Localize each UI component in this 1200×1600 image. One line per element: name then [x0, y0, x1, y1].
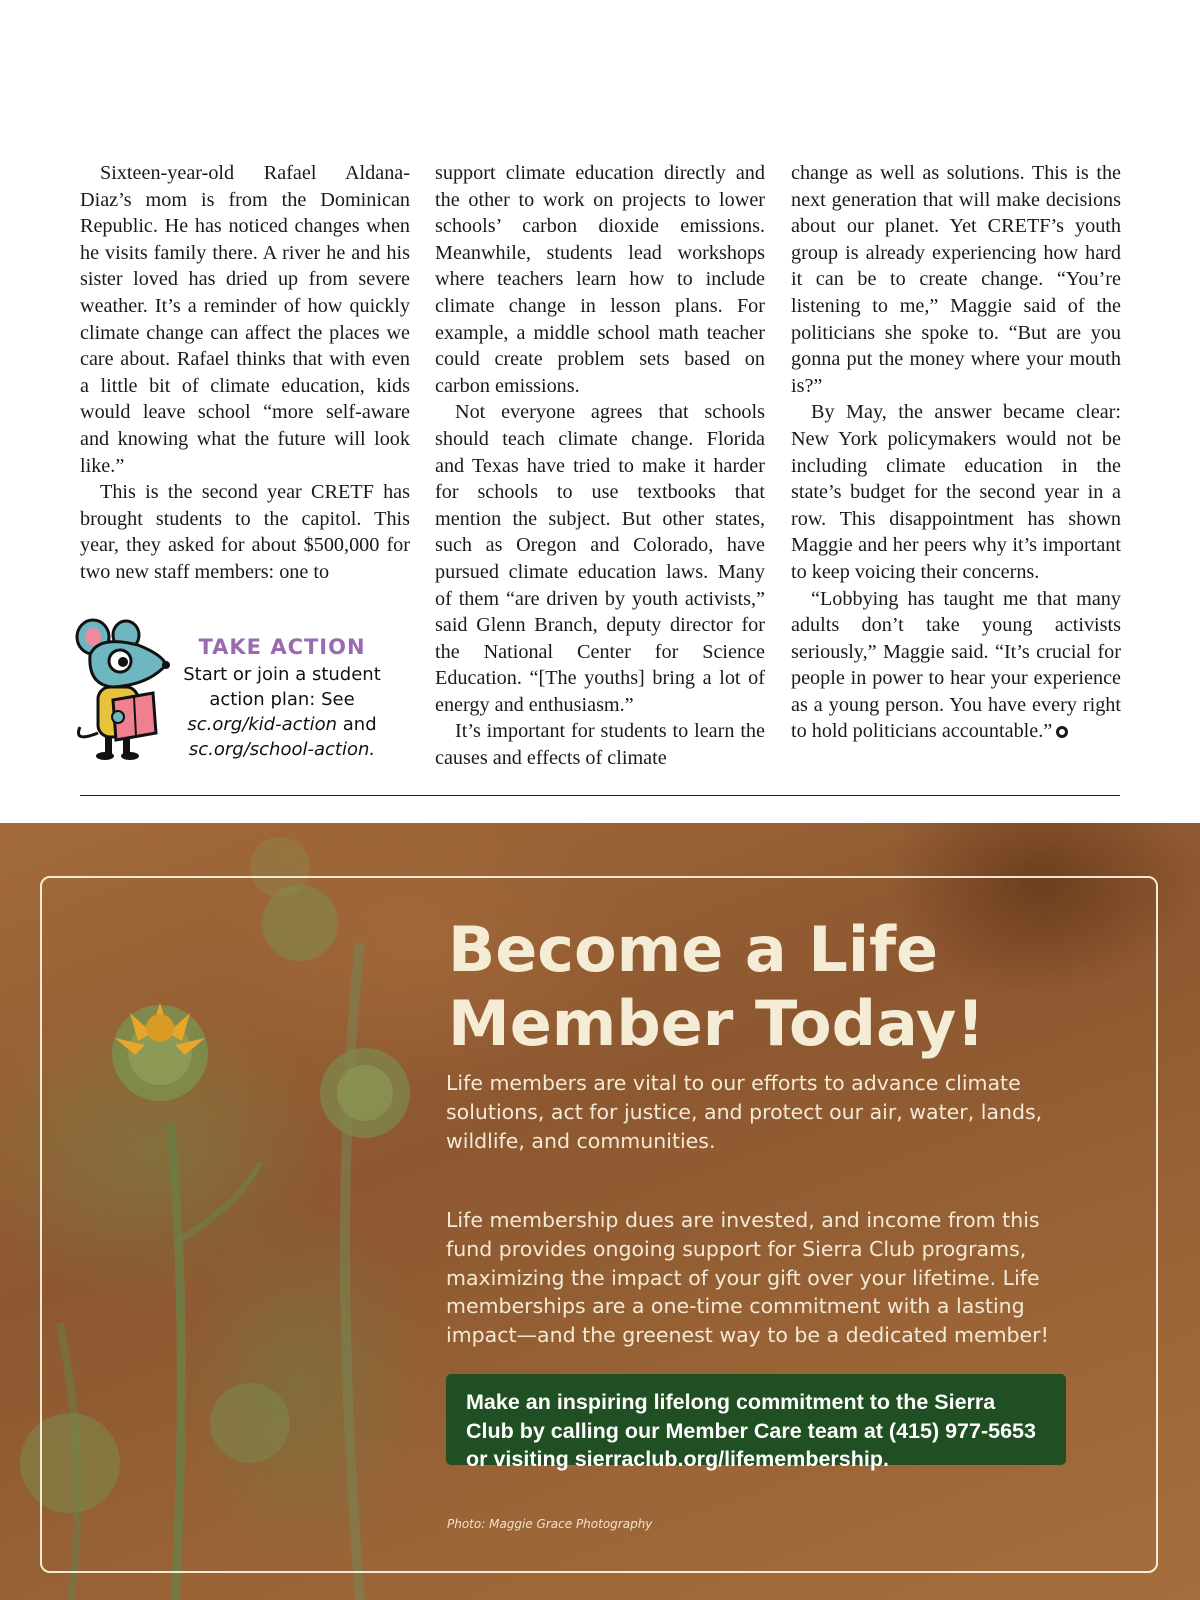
- ad-headline: [448, 913, 1128, 1061]
- article-paragraph: change as well as solutions. This is the next generation that will make decisions about our planet. Yet CRETF’s youth group is already experiencing how hard it can be to create change. “You’re listening to me,” Maggie said of the politicians she spoke to. “But are you gonna put the money where your mouth is?”: [791, 162, 1121, 397]
- take-action-and: and: [342, 714, 377, 735]
- mouse-reading-book-icon: [68, 615, 178, 765]
- article-paragraph: It’s important for students to learn the causes and effects of climate: [435, 720, 765, 770]
- ad-headline-line-2: Member Today!: [448, 987, 985, 1060]
- article-paragraph: By May, the answer became clear: New York policymakers would not be including climate education in the state’s budget for the second year in a row. This disappointment has shown Maggie and her peers why it’s important to keep voicing their concerns.: [791, 401, 1121, 583]
- take-action-box: [68, 615, 408, 765]
- article-paragraph-final: [791, 586, 1121, 746]
- article-paragraph: support climate education directly and the other to work on projects to lower schools’ carbon dioxide emissions. Meanwhile, students lead workshops where teachers learn how to include climate change in lesson plans. For example, a middle school math teacher could create problem sets based on carbon emissions.: [435, 162, 765, 397]
- life-membership-ad: [0, 823, 1200, 1600]
- article-paragraph: Not everyone agrees that schools should teach climate change. Florida and Texas have tried to make it harder for schools to use textbooks that mention the subject. But other states, such as Oregon and Colorado, have pursued climate education laws. Many of them “are driven by youth activists,” said Glenn Branch, deputy director for the National Center for Science Education. “[The youths] bring a lot of energy and enthusiasm.”: [435, 401, 765, 716]
- article-column-1: [80, 160, 410, 586]
- take-action-body: [168, 662, 396, 762]
- article-paragraph-text: “Lobbying has taught me that many adults don’t take young activists seriously,” Maggie said. “It’s crucial for people in power to hear your experience as a young person. You have every right to hold politicians accountable.”: [791, 587, 1121, 743]
- article-column-3: [791, 160, 1121, 745]
- article-paragraph: Sixteen-year-old Rafael Aldana-Diaz’s mom is from the Dominican Republic. He has noticed changes when he visits family there. A river he and his sister loved has dried up from severe weather. It’s a reminder of how quickly climate change can affect the places we care about. Rafael thinks that with even a little bit of climate education, kids would leave school “more self-aware and knowing what the future will look like.”: [80, 162, 410, 477]
- take-action-line: Start or join a student action plan: See: [183, 664, 381, 710]
- take-action-text: [168, 635, 396, 762]
- ad-headline-line-1: Become a Life: [448, 913, 939, 986]
- kid-action-link[interactable]: sc.org/kid-action: [187, 714, 338, 735]
- ad-paragraph: Life members are vital to our efforts to advance climate solutions, act for justice, and protect our air, water, lands, wildlife, and communities.: [446, 1071, 1043, 1153]
- section-divider: [80, 795, 1120, 796]
- call-to-action-box[interactable]: Make an inspiring lifelong commitment to the Sierra Club by calling our Member Care team at (415) 977-5653 or visiting sierraclub.org/lifemembership.: [446, 1374, 1066, 1465]
- article-paragraph: This is the second year CRETF has brought students to the capitol. This year, they asked for about $500,000 for two new staff members: one to: [80, 481, 410, 583]
- article-column-2: [435, 160, 765, 772]
- end-of-article-icon: [1056, 726, 1068, 738]
- ad-paragraph: Life membership dues are invested, and income from this fund provides ongoing support for Sierra Club programs, maximizing the impact of your gift over your lifetime. Life memberships are a one-time commitment with a lasting impact—and the greenest way to be a dedicated member!: [446, 1208, 1049, 1348]
- school-action-link[interactable]: sc.org/school-action.: [188, 739, 376, 760]
- article: [80, 160, 1120, 800]
- photo-credit: Photo: Maggie Grace Photography: [447, 1517, 653, 1531]
- take-action-title: TAKE ACTION: [198, 635, 366, 659]
